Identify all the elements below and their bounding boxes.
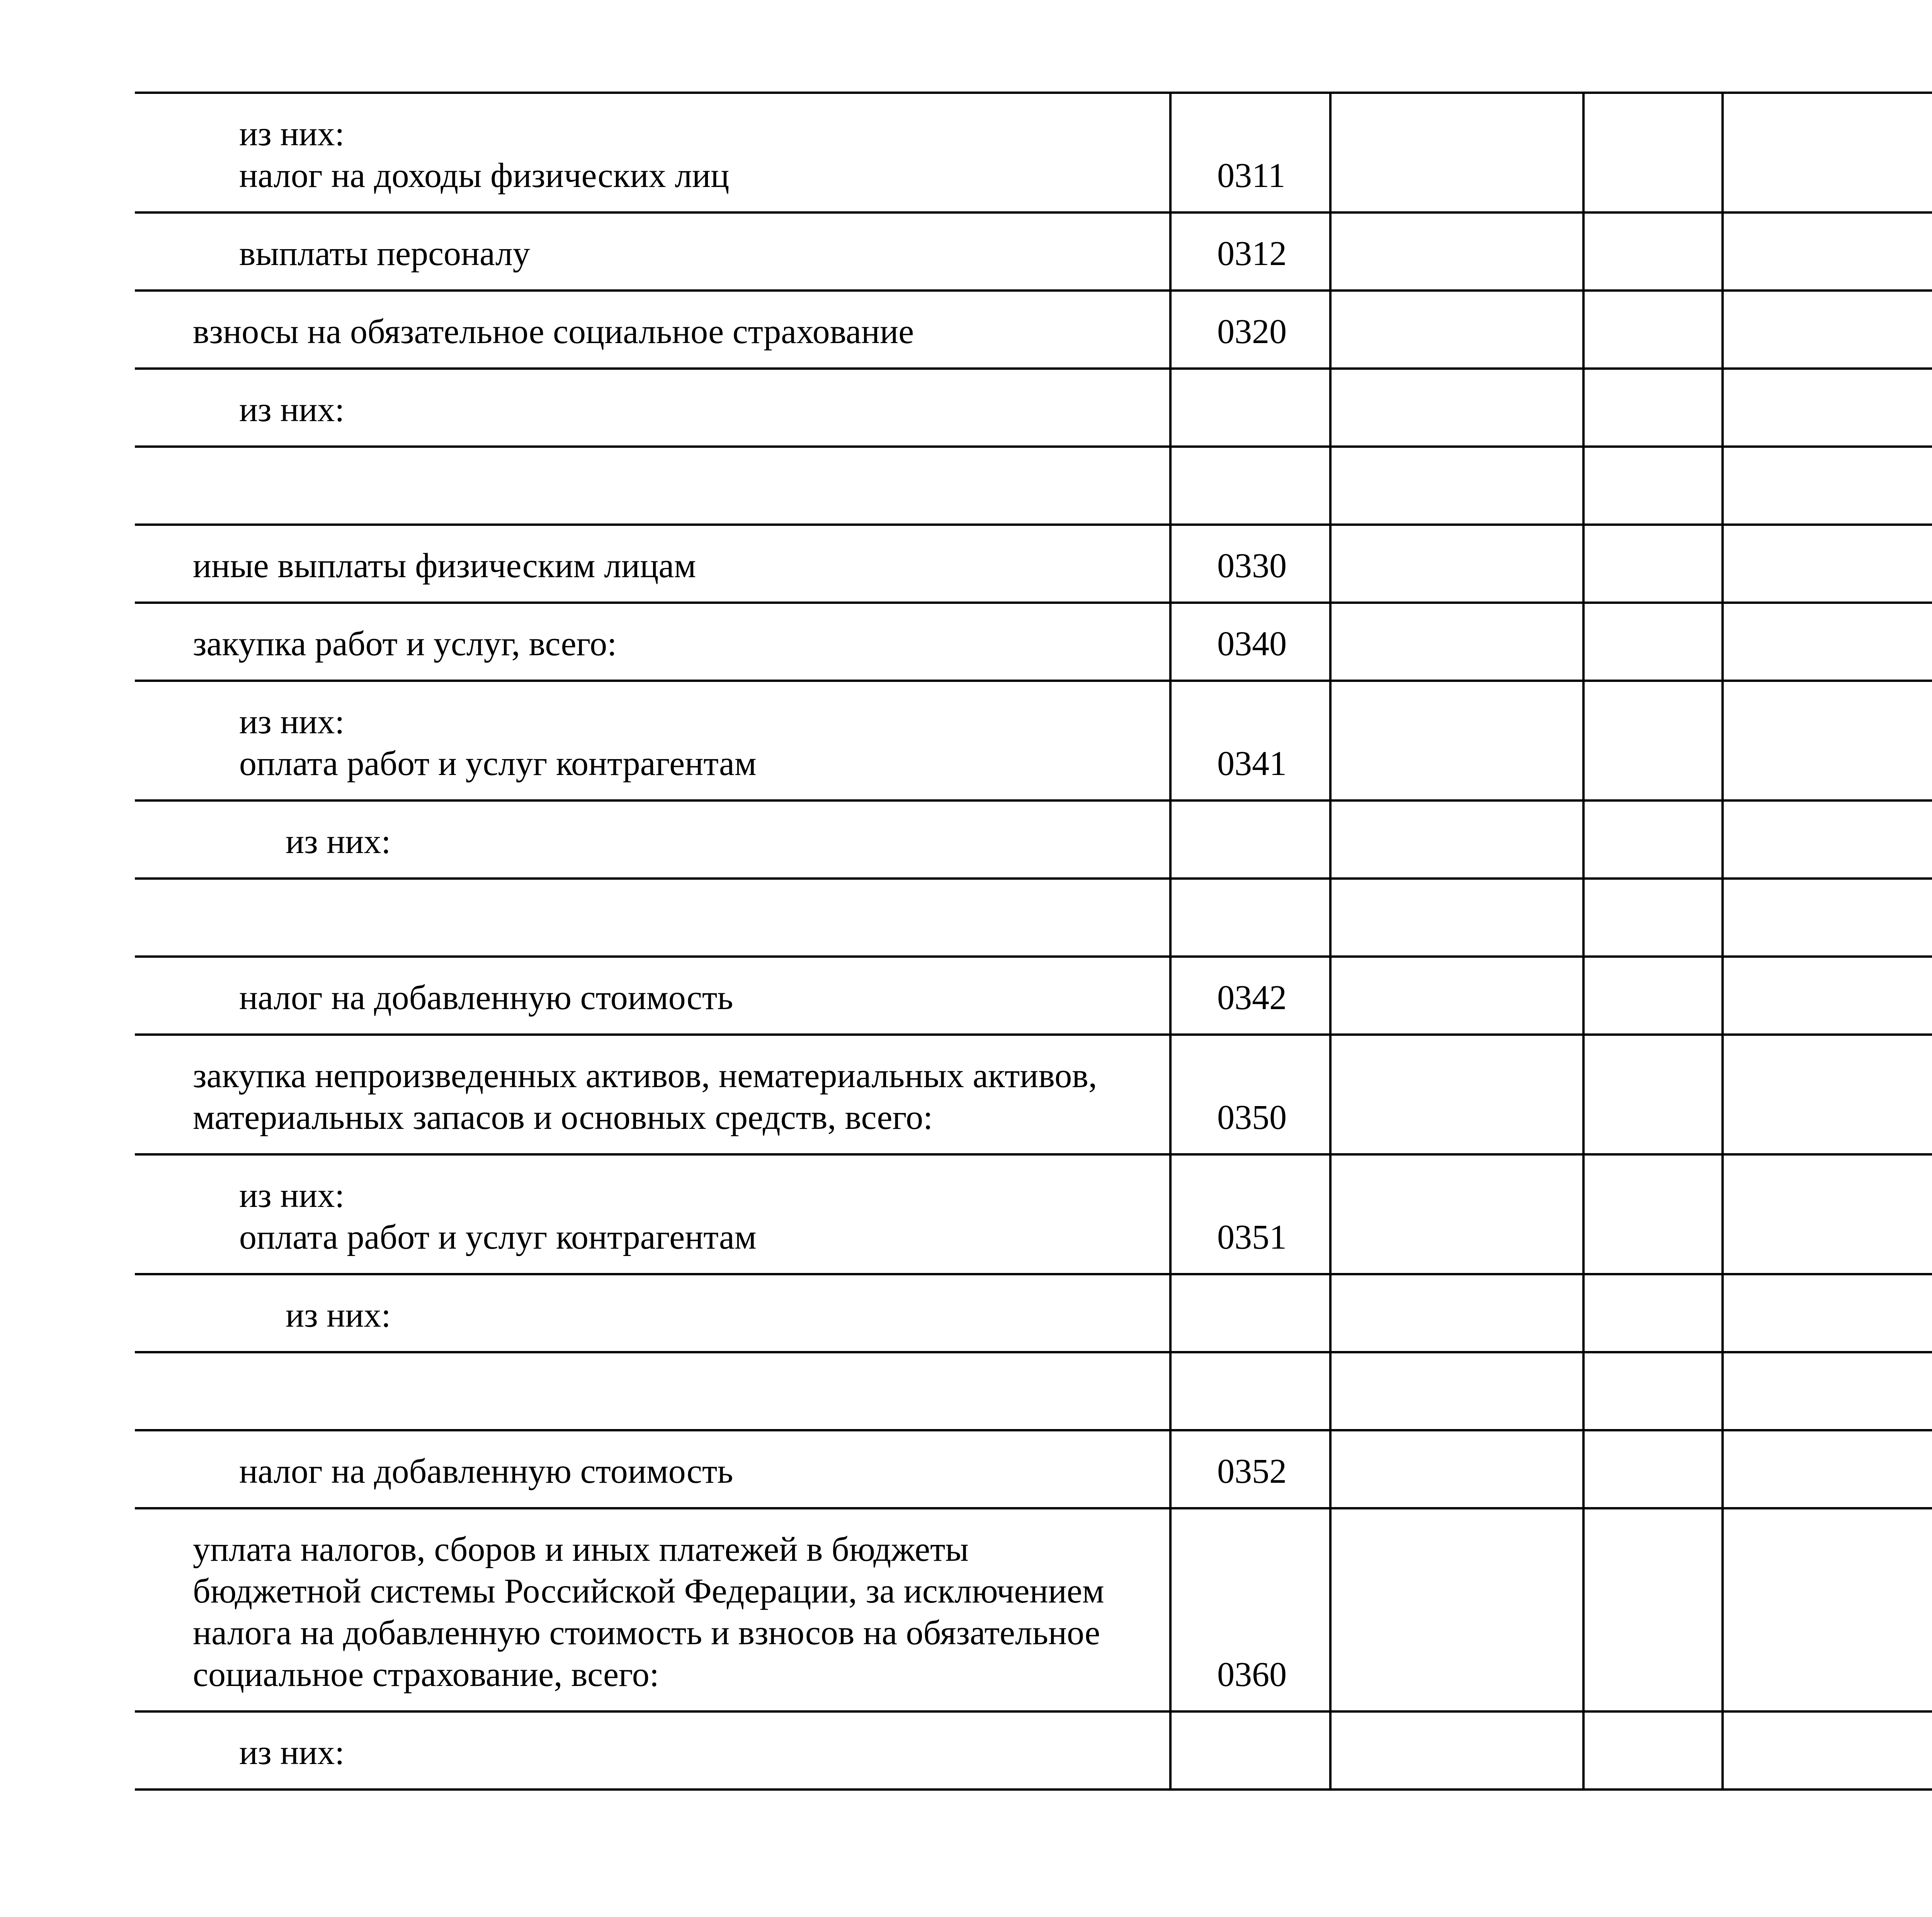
table-row <box>135 93 1932 212</box>
value-cell[interactable] <box>1583 1154 1723 1274</box>
table-row <box>135 1352 1932 1430</box>
row-label-line: взносы на обязательное социальное страхование <box>193 313 914 351</box>
value-cell[interactable] <box>1583 957 1723 1035</box>
value-cell[interactable] <box>1330 879 1583 957</box>
row-label-line: закупка работ и услуг, всего: <box>193 625 617 663</box>
value-cell[interactable] <box>1330 1154 1583 1274</box>
row-code-cell <box>1170 525 1330 603</box>
value-cell[interactable] <box>1330 1430 1583 1508</box>
value-cell[interactable] <box>1583 603 1723 681</box>
row-label-line: социальное страхование, всего: <box>193 1655 659 1694</box>
row-label-line <box>239 899 1169 941</box>
row-label-line: оплата работ и услуг контрагентам <box>239 1218 757 1256</box>
row-label-line: из них: <box>239 1176 345 1215</box>
row-code: 0351 <box>1217 1218 1287 1256</box>
value-cell[interactable] <box>1583 1430 1723 1508</box>
value-cell[interactable] <box>1583 1711 1723 1790</box>
row-code-cell <box>1170 93 1330 212</box>
value-cell[interactable] <box>1330 93 1583 212</box>
value-cell[interactable] <box>1723 603 1932 681</box>
row-label <box>135 545 1169 602</box>
row-name-cell <box>135 800 1170 879</box>
value-cell[interactable] <box>1583 879 1723 957</box>
row-code-cell <box>1170 681 1330 800</box>
table-row <box>135 212 1932 291</box>
value-cell[interactable] <box>1330 369 1583 447</box>
value-cell[interactable] <box>1330 525 1583 603</box>
value-cell[interactable] <box>1583 369 1723 447</box>
value-cell[interactable] <box>1583 1035 1723 1154</box>
row-code <box>1172 431 1329 445</box>
row-code-cell <box>1170 1711 1330 1790</box>
row-label <box>135 389 1169 445</box>
row-label <box>135 233 1169 289</box>
value-cell[interactable] <box>1330 1711 1583 1790</box>
table-row <box>135 1430 1932 1508</box>
report-table <box>135 92 1932 1791</box>
row-label <box>135 311 1169 367</box>
row-code: 0330 <box>1217 547 1287 585</box>
table-row <box>135 1035 1932 1154</box>
table-row <box>135 1508 1932 1711</box>
row-name-cell <box>135 447 1170 525</box>
row-code <box>1172 1414 1329 1429</box>
row-code: 0350 <box>1217 1098 1287 1137</box>
row-label <box>135 1175 1169 1273</box>
row-label <box>135 1451 1169 1507</box>
value-cell[interactable] <box>1723 957 1932 1035</box>
row-label-line: налог на доходы физических лиц <box>239 156 730 195</box>
value-cell[interactable] <box>1723 1035 1932 1154</box>
row-name-cell <box>135 1274 1170 1352</box>
row-code: 0341 <box>1217 744 1287 783</box>
row-label-line: материальных запасов и основных средств, всего: <box>193 1098 933 1137</box>
row-label-line: налог на добавленную стоимость <box>239 979 733 1017</box>
row-label-line: из них: <box>239 115 345 153</box>
row-label <box>135 1529 1169 1710</box>
row-name-cell <box>135 369 1170 447</box>
row-name-cell <box>135 212 1170 291</box>
row-name-cell <box>135 93 1170 212</box>
row-label <box>135 1295 1169 1351</box>
row-code-cell <box>1170 1352 1330 1430</box>
table-row <box>135 1274 1932 1352</box>
table-row <box>135 603 1932 681</box>
row-code-cell <box>1170 1508 1330 1711</box>
row-code-cell <box>1170 603 1330 681</box>
row-label <box>135 623 1169 680</box>
row-label-line: из них: <box>239 1733 345 1772</box>
row-label-line: уплата налогов, сборов и иных платежей в бюджеты <box>193 1530 969 1569</box>
value-cell[interactable] <box>1583 447 1723 525</box>
row-code <box>1172 941 1329 955</box>
row-name-cell <box>135 879 1170 957</box>
value-cell[interactable] <box>1583 93 1723 212</box>
value-cell[interactable] <box>1330 291 1583 369</box>
value-cell[interactable] <box>1330 1508 1583 1711</box>
row-label <box>135 1732 1169 1788</box>
row-code-cell <box>1170 879 1330 957</box>
row-name-cell <box>135 291 1170 369</box>
table-body <box>135 93 1932 1790</box>
value-cell[interactable] <box>1723 1154 1932 1274</box>
value-cell[interactable] <box>1330 447 1583 525</box>
row-code-cell <box>1170 1154 1330 1274</box>
value-cell[interactable] <box>1330 212 1583 291</box>
value-cell[interactable] <box>1723 1274 1932 1352</box>
row-code: 0352 <box>1217 1452 1287 1490</box>
row-name-cell <box>135 1035 1170 1154</box>
row-label-line <box>239 1373 1169 1414</box>
row-code: 0360 <box>1217 1655 1287 1694</box>
row-code: 0320 <box>1217 313 1287 351</box>
row-name-cell <box>135 1154 1170 1274</box>
value-cell[interactable] <box>1723 1508 1932 1711</box>
value-cell[interactable] <box>1330 800 1583 879</box>
value-cell[interactable] <box>1723 93 1932 212</box>
row-name-cell <box>135 525 1170 603</box>
value-cell[interactable] <box>1723 800 1932 879</box>
row-code-cell <box>1170 291 1330 369</box>
row-code-cell <box>1170 369 1330 447</box>
row-label-line: оплата работ и услуг контрагентам <box>239 744 757 783</box>
row-name-cell <box>135 1508 1170 1711</box>
value-cell[interactable] <box>1723 1711 1932 1790</box>
row-label <box>135 899 1169 955</box>
row-label <box>135 821 1169 877</box>
value-cell[interactable] <box>1583 525 1723 603</box>
row-label-line: иные выплаты физическим лицам <box>193 547 696 585</box>
row-code-cell <box>1170 1430 1330 1508</box>
value-cell[interactable] <box>1723 1430 1932 1508</box>
row-label <box>135 467 1169 523</box>
row-label-line: из них: <box>239 391 345 429</box>
row-code: 0312 <box>1217 235 1287 273</box>
value-cell[interactable] <box>1583 1352 1723 1430</box>
table-row <box>135 369 1932 447</box>
value-cell[interactable] <box>1583 1274 1723 1352</box>
row-label <box>135 1055 1169 1153</box>
value-cell[interactable] <box>1330 1274 1583 1352</box>
table-row <box>135 525 1932 603</box>
row-name-cell <box>135 1352 1170 1430</box>
row-code <box>1172 1336 1329 1351</box>
row-label <box>135 113 1169 211</box>
row-label-line: налога на добавленную стоимость и взносов на обязательное <box>193 1614 1100 1652</box>
row-label <box>135 701 1169 799</box>
row-label-line: выплаты персоналу <box>239 235 530 273</box>
row-label-line: закупка непроизведенных активов, нематериальных активов, <box>193 1057 1097 1095</box>
row-code-cell <box>1170 212 1330 291</box>
table-row <box>135 800 1932 879</box>
row-code <box>1172 1774 1329 1788</box>
row-label-line <box>239 467 1169 509</box>
table-row <box>135 1711 1932 1790</box>
table-row <box>135 291 1932 369</box>
row-label-line: из них: <box>286 823 391 861</box>
value-cell[interactable] <box>1723 681 1932 800</box>
value-cell[interactable] <box>1723 525 1932 603</box>
value-cell[interactable] <box>1583 681 1723 800</box>
table-row <box>135 1154 1932 1274</box>
value-cell[interactable] <box>1723 1352 1932 1430</box>
value-cell[interactable] <box>1583 1508 1723 1711</box>
value-cell[interactable] <box>1583 800 1723 879</box>
value-cell[interactable] <box>1330 957 1583 1035</box>
value-cell[interactable] <box>1723 369 1932 447</box>
row-label <box>135 1373 1169 1429</box>
row-code-cell <box>1170 800 1330 879</box>
row-label-line: налог на добавленную стоимость <box>239 1452 733 1490</box>
value-cell[interactable] <box>1330 681 1583 800</box>
row-label <box>135 977 1169 1033</box>
value-cell[interactable] <box>1330 603 1583 681</box>
row-name-cell <box>135 603 1170 681</box>
table-row <box>135 879 1932 957</box>
row-code: 0342 <box>1217 979 1287 1017</box>
row-code-cell <box>1170 1035 1330 1154</box>
value-cell[interactable] <box>1723 447 1932 525</box>
value-cell[interactable] <box>1723 291 1932 369</box>
value-cell[interactable] <box>1330 1035 1583 1154</box>
value-cell[interactable] <box>1583 212 1723 291</box>
value-cell[interactable] <box>1723 212 1932 291</box>
value-cell[interactable] <box>1330 1352 1583 1430</box>
row-code-cell <box>1170 1274 1330 1352</box>
row-label-line: из них: <box>286 1296 391 1334</box>
row-code: 0340 <box>1217 625 1287 663</box>
table-row <box>135 447 1932 525</box>
row-name-cell <box>135 957 1170 1035</box>
row-name-cell <box>135 1711 1170 1790</box>
row-code-cell <box>1170 957 1330 1035</box>
row-name-cell <box>135 1430 1170 1508</box>
row-code-cell <box>1170 447 1330 525</box>
table-row <box>135 681 1932 800</box>
row-code: 0311 <box>1217 156 1286 195</box>
row-name-cell <box>135 681 1170 800</box>
value-cell[interactable] <box>1723 879 1932 957</box>
row-label-line: из них: <box>239 703 345 741</box>
row-label-line: бюджетной системы Российской Федерации, за исключением <box>193 1572 1104 1610</box>
value-cell[interactable] <box>1583 291 1723 369</box>
row-code <box>1172 863 1329 877</box>
table-row <box>135 957 1932 1035</box>
row-code <box>1172 509 1329 523</box>
